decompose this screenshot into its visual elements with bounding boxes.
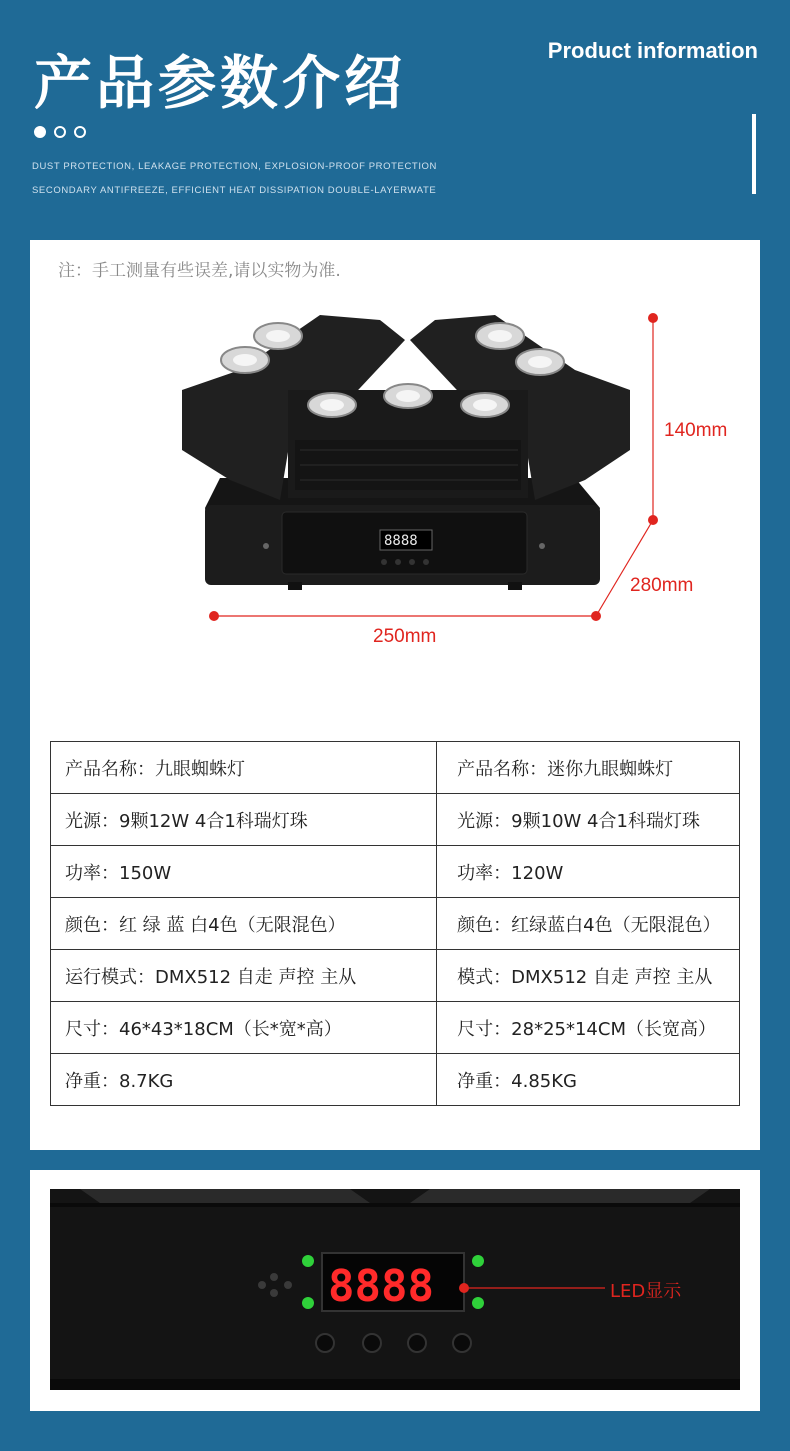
spec-cell: 净重：4.85KG bbox=[437, 1054, 740, 1106]
led-closeup-panel bbox=[30, 1170, 760, 1411]
subtitle-line: DUST PROTECTION, LEAKAGE PROTECTION, EXPLOSION-PROOF PROTECTION bbox=[32, 161, 438, 172]
dot bbox=[54, 126, 66, 138]
depth-dimension-label: 280mm bbox=[630, 575, 694, 596]
table-row bbox=[51, 1002, 740, 1054]
table-row bbox=[51, 742, 740, 794]
product-panel bbox=[30, 240, 760, 1150]
led-display-label: LED显示 bbox=[610, 1281, 682, 1302]
page-title-english: Product information bbox=[547, 38, 758, 63]
page-title: 产品参数介绍 bbox=[34, 49, 407, 117]
table-row bbox=[51, 794, 740, 846]
spec-cell: 功率：120W bbox=[437, 846, 740, 898]
pagination-dots bbox=[34, 126, 86, 138]
spec-cell: 功率：150W bbox=[51, 846, 437, 898]
spec-cell: 产品名称：九眼蜘蛛灯 bbox=[51, 742, 437, 794]
spec-cell: 尺寸：28*25*14CM（长宽高） bbox=[437, 1002, 740, 1054]
spec-cell: 光源：9颗10W 4合1科瑞灯珠 bbox=[437, 794, 740, 846]
spec-cell: 颜色：红绿蓝白4色（无限混色） bbox=[437, 898, 740, 950]
table-row bbox=[51, 846, 740, 898]
table-row bbox=[51, 1054, 740, 1106]
spec-cell: 净重：8.7KG bbox=[51, 1054, 437, 1106]
decorative-bar bbox=[752, 114, 756, 194]
led-digits: 8888 bbox=[328, 1261, 434, 1312]
measurement-note: 注：手工测量有些误差,请以实物为准. bbox=[58, 261, 341, 281]
subtitle-line: SECONDARY ANTIFREEZE, EFFICIENT HEAT DISSIPATION DOUBLE-LAYERWATE bbox=[32, 185, 437, 196]
spec-cell: 光源：9颗12W 4合1科瑞灯珠 bbox=[51, 794, 437, 846]
dot bbox=[74, 126, 86, 138]
spec-cell: 尺寸：46*43*18CM（长*宽*高） bbox=[51, 1002, 437, 1054]
spec-cell: 模式：DMX512 自走 声控 主从 bbox=[437, 950, 740, 1002]
header bbox=[0, 0, 790, 240]
height-dimension-label: 140mm bbox=[664, 420, 728, 441]
width-dimension-label: 250mm bbox=[373, 626, 437, 647]
spec-cell: 颜色：红 绿 蓝 白4色（无限混色） bbox=[51, 898, 437, 950]
table-row bbox=[51, 950, 740, 1002]
spec-cell: 产品名称：迷你九眼蜘蛛灯 bbox=[437, 742, 740, 794]
spec-table bbox=[50, 741, 740, 1106]
dot-active bbox=[34, 126, 46, 138]
table-row bbox=[51, 898, 740, 950]
spec-cell: 运行模式：DMX512 自走 声控 主从 bbox=[51, 950, 437, 1002]
base-display-digits: 8888 bbox=[384, 533, 418, 549]
